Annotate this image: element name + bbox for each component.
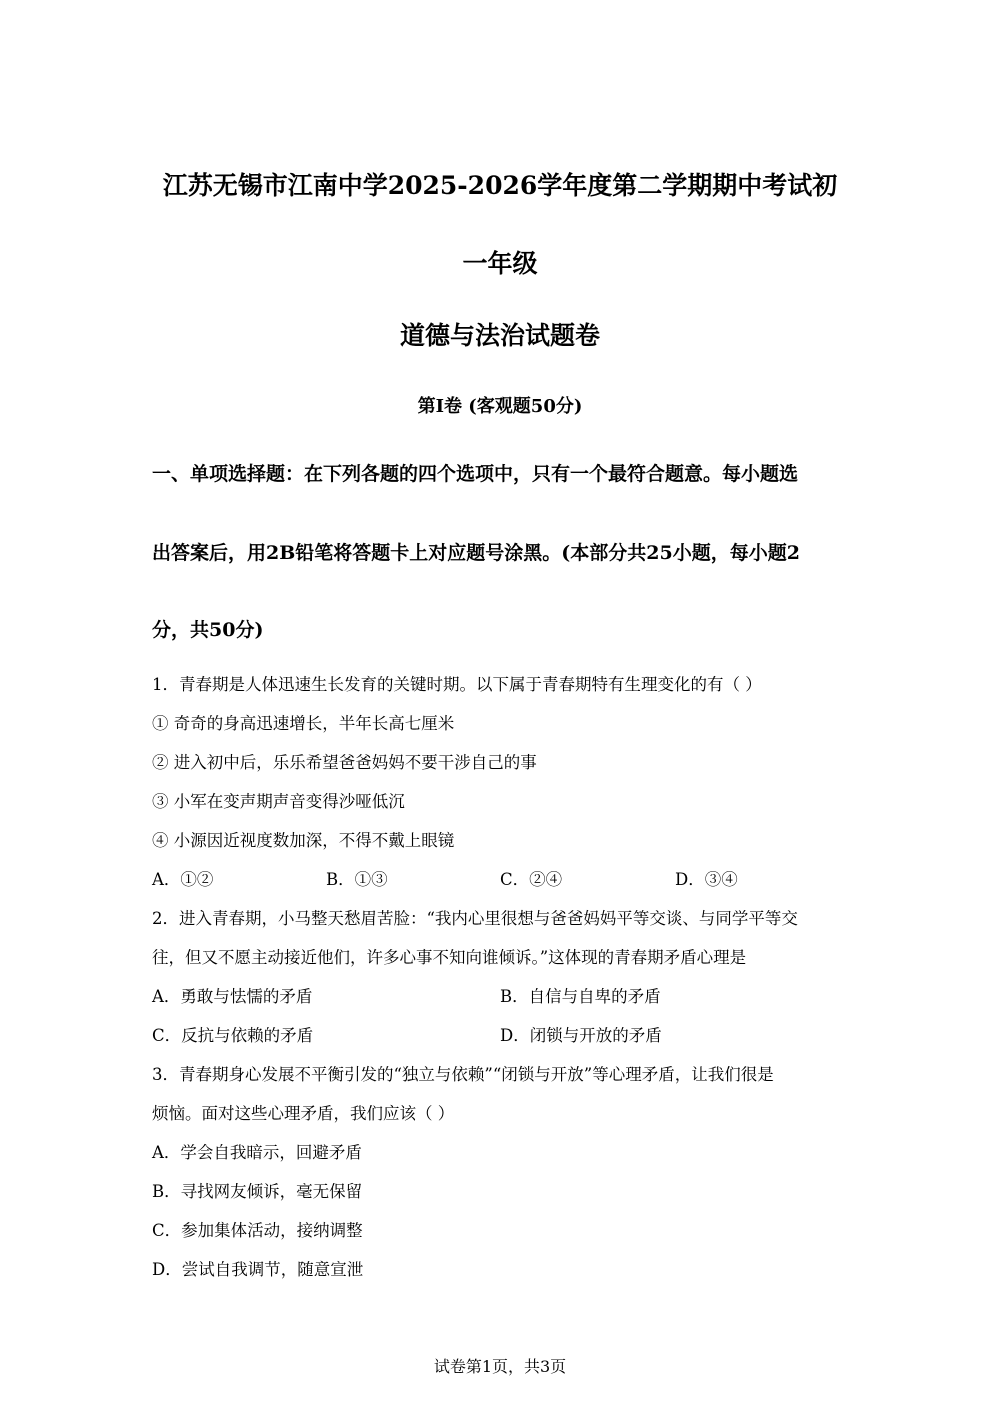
question-1-stem: 1．青春期是人体迅速生长发育的关键时期。以下属于青春期特有生理变化的有（ ） <box>152 675 762 694</box>
volume-heading: 第I卷 (客观题50分) <box>417 396 583 417</box>
question-1-option-c: C．②④ <box>500 870 563 889</box>
question-2-option-c: C．反抗与依赖的矛盾 <box>152 1026 314 1045</box>
question-2-stem-line1: 2．进入青春期，小马整天愁眉苦脸：“我内心里很想与爸爸妈妈平等交谈、与同学平等交 <box>152 909 798 928</box>
section-instructions-line3: 分，共50分) <box>152 619 264 641</box>
question-2-option-d: D．闭锁与开放的矛盾 <box>500 1026 662 1045</box>
exam-subject-title: 道德与法治试题卷 <box>399 321 600 350</box>
question-3-stem-line2: 烦恼。面对这些心理矛盾，我们应该（ ） <box>152 1104 455 1123</box>
exam-title-line2: 一年级 <box>462 249 538 278</box>
page-footer: 试卷第1页，共3页 <box>433 1357 567 1376</box>
section-instructions-line2: 出答案后，用2B铅笔将答题卡上对应题号涂黑。(本部分共25小题，每小题2 <box>152 542 800 564</box>
question-1-item: ② 进入初中后，乐乐希望爸爸妈妈不要干涉自己的事 <box>152 753 537 772</box>
question-1-option-b: B．①③ <box>326 870 388 889</box>
question-2-option-b: B．自信与自卑的矛盾 <box>500 987 661 1006</box>
question-2-stem-line2: 往，但又不愿主动接近他们，许多心事不知向谁倾诉。”这体现的青春期矛盾心理是 <box>152 948 747 967</box>
question-3-option-a: A．学会自我暗示，回避矛盾 <box>152 1143 362 1162</box>
question-1-option-a: A．①② <box>152 870 214 889</box>
question-1-item: ④ 小源因近视度数加深，不得不戴上眼镜 <box>152 831 455 850</box>
question-1-item: ① 奇奇的身高迅速增长，半年长高七厘米 <box>152 714 455 733</box>
question-2-option-a: A．勇敢与怯懦的矛盾 <box>152 987 313 1006</box>
section-instructions-line1: 一、单项选择题：在下列各题的四个选项中，只有一个最符合题意。每小题选 <box>152 463 799 485</box>
question-3-option-b: B．寻找网友倾诉，毫无保留 <box>152 1182 363 1201</box>
exam-title-line1: 江苏无锡市江南中学2025-2026学年度第二学期期中考试初 <box>162 171 838 200</box>
question-1-option-d: D．③④ <box>675 870 738 889</box>
question-1-item: ③ 小军在变声期声音变得沙哑低沉 <box>152 792 405 811</box>
question-3-option-d: D．尝试自我调节，随意宣泄 <box>152 1260 364 1279</box>
question-3-stem-line1: 3．青春期身心发展不平衡引发的“独立与依赖”“闭锁与开放”等心理矛盾，让我们很是 <box>152 1065 774 1084</box>
question-3-option-c: C．参加集体活动，接纳调整 <box>152 1221 363 1240</box>
